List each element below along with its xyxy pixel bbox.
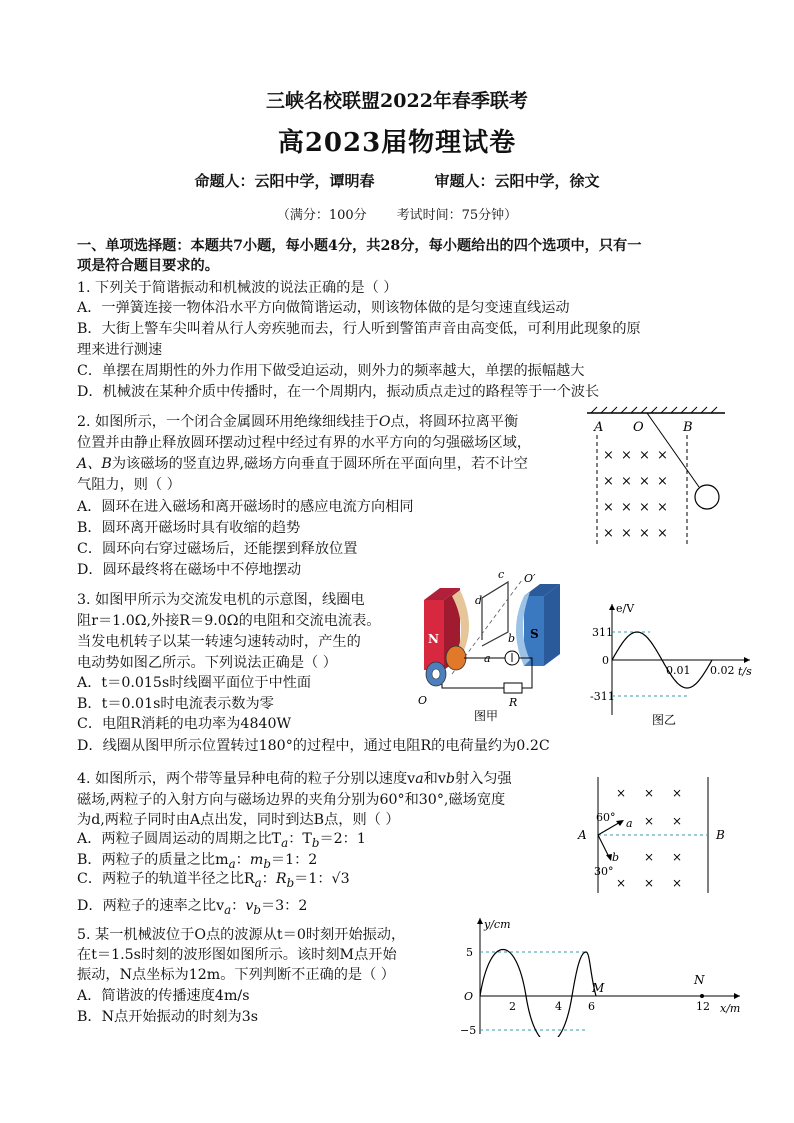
q3-chart-xlabel: t/s bbox=[738, 665, 752, 678]
q3-label-c: c bbox=[498, 570, 505, 581]
q3-chart-ymax: 311 bbox=[592, 626, 613, 639]
q3-stem-line2: 阻r＝1.0Ω,外接R＝9.0Ω的电阻和交流电流表。 bbox=[77, 613, 381, 629]
q3-fig-yi-caption: 图乙 bbox=[652, 713, 677, 727]
svg-text:×: × bbox=[621, 448, 632, 463]
q4-option-c: C．两粒子的轨道半径之比$R_a$：$R_b=1$：√3 bbox=[77, 871, 350, 890]
svg-text:×: × bbox=[603, 474, 614, 489]
svg-text:×: × bbox=[644, 876, 655, 890]
q4-angle-30: 30° bbox=[594, 865, 614, 878]
q4-stem-line2: 磁场,两粒子的入射方向与磁场边界的夹角分别为60°和30°,磁场宽度 bbox=[77, 792, 506, 808]
q1-option-d: D．机械波在某种介质中传播时，在一个周期内，振动质点走过的路程等于一个波长 bbox=[77, 384, 600, 400]
q3-option-b: B．t＝0.01s时电流表示数为零 bbox=[77, 696, 274, 712]
q1-option-a: A．一弹簧连接一物体沿水平方向做简谐运动，则该物体做的是匀变速直线运动 bbox=[77, 300, 570, 316]
q5-x6: 6 bbox=[588, 1000, 595, 1013]
q3-resistor bbox=[504, 683, 522, 693]
q3-option-c: C．电阻R消耗的电功率为4840W bbox=[77, 716, 292, 732]
svg-text:×: × bbox=[672, 876, 683, 890]
q4-label-pb: b bbox=[612, 851, 620, 864]
svg-text:×: × bbox=[621, 526, 632, 541]
q4-label-b: B bbox=[716, 828, 725, 842]
q2-label-o: O bbox=[633, 420, 644, 435]
q3-label-r: R bbox=[509, 696, 518, 709]
q5-label-m: M bbox=[592, 981, 605, 995]
q4-stem-line1: 4. 如图所示，两个带等量异种电荷的粒子分别以速度va和vb射入匀强 bbox=[77, 771, 512, 787]
q3-emf-chart bbox=[590, 600, 760, 730]
q2-ring bbox=[695, 485, 719, 509]
svg-text:×: × bbox=[603, 526, 614, 541]
svg-text:×: × bbox=[639, 500, 650, 515]
svg-text:×: × bbox=[639, 526, 650, 541]
q5-ylabel: y/cm bbox=[484, 918, 511, 931]
q4-magnetic-field bbox=[616, 786, 682, 890]
q5-stem-line1: 5. 某一机械波位于O点的波源从t＝0时刻开始振动， bbox=[77, 927, 406, 943]
svg-text:×: × bbox=[657, 448, 668, 463]
svg-text:×: × bbox=[657, 526, 668, 541]
q3-option-d: D．线圈从图甲所示位置转过180°的过程中，通过电阻R的电荷量约为0.2C bbox=[77, 738, 550, 754]
q5-option-b: B．N点开始振动的时刻为3s bbox=[77, 1009, 259, 1025]
q3-label-n: N bbox=[428, 632, 439, 646]
svg-text:×: × bbox=[672, 850, 683, 864]
q3-stem-line4: 电动势如图乙所示。下列说法正确是（ ） bbox=[77, 655, 337, 671]
svg-text:×: × bbox=[616, 786, 627, 800]
svg-text:×: × bbox=[603, 448, 614, 463]
svg-text:×: × bbox=[616, 876, 627, 890]
q5-yn5: −5 bbox=[460, 1024, 477, 1037]
exam-meta bbox=[0, 204, 794, 223]
q5-origin: O bbox=[464, 990, 474, 1003]
q2-pendulum-figure bbox=[585, 405, 735, 555]
full-score: （满分：100分 bbox=[276, 208, 367, 223]
exam-time: 考试时间：75分钟） bbox=[396, 208, 518, 223]
q5-y5: 5 bbox=[466, 946, 473, 959]
q5-wave-line bbox=[480, 950, 596, 1038]
q4-label-pa: a bbox=[626, 817, 633, 830]
svg-text:×: × bbox=[644, 814, 655, 828]
svg-text:×: × bbox=[644, 786, 655, 800]
q4-option-d: D．两粒子的速率之比$v_a$：$v_b=3$：2 bbox=[77, 898, 308, 917]
q5-x12: 12 bbox=[696, 1000, 710, 1013]
q4-particles-figure bbox=[570, 775, 740, 895]
q3-generator-figure bbox=[412, 570, 582, 725]
q5-label-n: N bbox=[694, 973, 705, 987]
q3-fig-jia-caption: 图甲 bbox=[474, 709, 499, 723]
q2-stem-line2: 位置并由静止释放圆环摆动过程中经过有界的水平方向的匀强磁场区域， bbox=[77, 435, 532, 451]
q4-option-a: A．两粒子圆周运动的周期之比$T_a$：$T_b=2$：1 bbox=[77, 831, 366, 850]
q1-stem: 1. 下列关于简谐振动和机械波的说法正确的是（ ） bbox=[77, 280, 398, 296]
q2-stem-line4: 气阻力，则（ ） bbox=[77, 477, 181, 493]
q2-option-a: A．圆环在进入磁场和离开磁场时的感应电流方向相同 bbox=[77, 499, 414, 515]
q4-angle-60: 60° bbox=[596, 811, 616, 824]
proposer: 命题人：云阳中学，谭明春 bbox=[194, 172, 375, 190]
section-heading-line2: 项是符合题目要求的。 bbox=[77, 258, 219, 274]
q3-chart-t1: 0.01 bbox=[666, 664, 691, 677]
q3-chart-ymin: -311 bbox=[590, 690, 615, 703]
q3-chart-t2: 0.02 bbox=[710, 664, 735, 677]
svg-text:×: × bbox=[672, 814, 683, 828]
q5-x4: 4 bbox=[555, 1000, 562, 1013]
svg-text:×: × bbox=[621, 500, 632, 515]
q3-label-b: b bbox=[508, 632, 516, 645]
q1-option-c: C．单摆在周期性的外力作用下做受迫运动，则外力的频率越大，单摆的振幅越大 bbox=[77, 363, 585, 379]
q3-option-a: A．t＝0.015s时线圈平面位于中性面 bbox=[77, 675, 312, 691]
q2-option-b: B．圆环离开磁场时具有收缩的趋势 bbox=[77, 520, 301, 536]
q2-label-a: A bbox=[594, 420, 604, 435]
q5-x2: 2 bbox=[509, 1000, 516, 1013]
q2-stem-line3: A、B为该磁场的竖直边界,磁场方向垂直于圆环所在平面向里，若不计空 bbox=[77, 456, 528, 472]
q5-stem-line2: 在t＝1.5s时刻的波形图如图所示。该时刻M点开始 bbox=[77, 947, 397, 963]
svg-text:×: × bbox=[657, 500, 668, 515]
q3-label-o: O bbox=[418, 694, 428, 707]
q5-waveform-figure bbox=[458, 912, 748, 1037]
q1-option-b-line1: B．大街上警车尖叫着从行人旁疾驰而去，行人听到警笛声音由高变低，可利用此现象的原 bbox=[77, 321, 641, 337]
svg-text:×: × bbox=[621, 474, 632, 489]
section-heading-line1: 一、单项选择题：本题共7小题，每小题4分，共28分，每小题给出的四个选项中，只有一 bbox=[77, 238, 642, 254]
svg-text:×: × bbox=[644, 850, 655, 864]
svg-text:×: × bbox=[639, 474, 650, 489]
q5-stem-line3: 振动，N点坐标为12m。下列判断不正确的是（ ） bbox=[77, 967, 395, 983]
q1-option-b-line2: 理来进行测速 bbox=[77, 342, 163, 358]
exam-paper-title: 高2023届物理试卷 bbox=[277, 128, 517, 158]
q3-label-s: S bbox=[530, 627, 539, 641]
q5-option-a: A．简谐波的传播速度4m/s bbox=[77, 988, 250, 1004]
reviewer: 审题人：云阳中学，徐文 bbox=[434, 172, 600, 190]
q3-label-oprime: O′ bbox=[524, 572, 536, 585]
svg-text:×: × bbox=[603, 500, 614, 515]
q3-chart-ylabel: e/V bbox=[616, 602, 635, 615]
q3-stem-line1: 3. 如图甲所示为交流发电机的示意图，线圈电 bbox=[77, 592, 365, 608]
q4-option-b: B．两粒子的质量之比$m_a$：$m_b=1$：2 bbox=[77, 852, 318, 871]
q4-label-a: A bbox=[578, 828, 587, 842]
q3-label-a: a bbox=[484, 652, 491, 665]
q3-label-d: d bbox=[475, 594, 483, 607]
svg-text:×: × bbox=[639, 448, 650, 463]
q2-label-b: B bbox=[683, 420, 693, 435]
q5-xlabel: x/m bbox=[720, 1002, 741, 1015]
q3-chart-zero: 0 bbox=[602, 654, 609, 667]
authors-line bbox=[0, 170, 794, 191]
q2-stem-line1: 2. 如图所示，一个闭合金属圆环用绝缘细线挂于O点，将圆环拉离平衡 bbox=[77, 414, 519, 430]
q2-option-d: D．圆环最终将在磁场中不停地摆动 bbox=[77, 562, 302, 578]
q2-magnetic-field bbox=[603, 448, 668, 541]
q5-point-n bbox=[700, 994, 704, 998]
q4-stem-line3: 为d,两粒子同时由A点出发，同时到达B点，则（ ） bbox=[77, 812, 400, 828]
q3-stem-line3: 当发电机转子以某一转速匀速转动时，产生的 bbox=[77, 634, 361, 650]
exam-union-title: 三峡名校联盟2022年春季联考 bbox=[266, 90, 528, 112]
q2-option-c: C．圆环向右穿过磁场后，还能摆到释放位置 bbox=[77, 541, 358, 557]
svg-text:×: × bbox=[672, 786, 683, 800]
svg-text:×: × bbox=[657, 474, 668, 489]
